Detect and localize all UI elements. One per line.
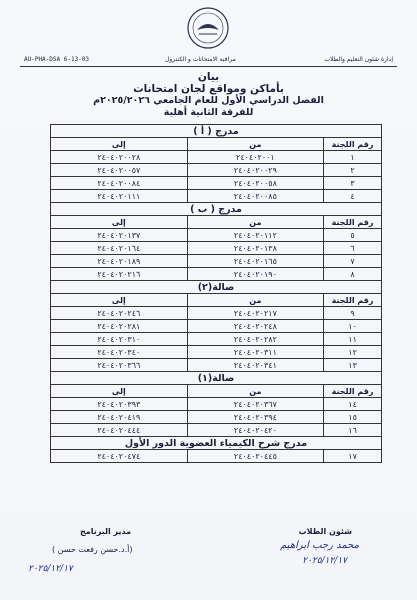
program-director-name: (أ.د.حسن رفعت حسن ) (52, 545, 133, 554)
cell-to: ٢٤٠٤٠٢٠١٣٧ (51, 229, 188, 242)
cell-to: ٢٤٠٤٠٢٠٢٤٦ (51, 307, 188, 320)
title-line-3: الفصل الدراسي الأول للعام الجامعي ٢٠٢٥/٢٠٢٦م (93, 95, 324, 106)
cell-to: ٢٤٠٤٠٢٠٣٩٣ (51, 398, 188, 411)
side-margin-stamp (2, 360, 12, 520)
table-row (51, 268, 382, 281)
column-header-from: من (187, 216, 324, 229)
table-row (51, 151, 382, 164)
cell-committee: ٤ (324, 190, 382, 203)
students-affairs-signature: محمد رجب ابراهيم (280, 540, 359, 551)
table-row (51, 424, 382, 437)
table-row (51, 411, 382, 424)
table-row (51, 333, 382, 346)
cell-to: ٢٤٠٤٠٢٠٠٥٧ (51, 164, 188, 177)
university-logo-icon (183, 6, 233, 50)
cell-from: ٢٤٠٤٠٢٠٠١ (187, 151, 324, 164)
cell-to: ٢٤٠٤٠٢٠٣١٠ (51, 333, 188, 346)
hall-row (51, 437, 382, 450)
cell-from: ٢٤٠٤٠٢٠١٩٠ (187, 268, 324, 281)
cell-committee: ١٠ (324, 320, 382, 333)
title-line-2: بأماكن ومواقع لجان امتحانات (133, 83, 284, 95)
column-header-from: من (187, 138, 324, 151)
hall-name: مدرج شرح الكيمياء العضوية الدور الأول (51, 437, 382, 450)
cell-committee: ١١ (324, 333, 382, 346)
cell-from: ٢٤٠٤٠٢٠٢٨٢ (187, 333, 324, 346)
cell-from: ٢٤٠٤٠٢٠٣٤١ (187, 359, 324, 372)
table-row (51, 255, 382, 268)
column-header-to: إلى (51, 138, 188, 151)
cell-to: ٢٤٠٤٠٢٠٢٨١ (51, 320, 188, 333)
cell-committee: ١٤ (324, 398, 382, 411)
column-header-committee: رقم اللجنة (324, 138, 382, 151)
cell-from: ٢٤٠٤٠٢٠١٦٥ (187, 255, 324, 268)
cell-to: ٢٤٠٤٠٢٠٣٤٠ (51, 346, 188, 359)
cell-to: ٢٤٠٤٠٢٠١٦٤ (51, 242, 188, 255)
cell-committee: ١٢ (324, 346, 382, 359)
cell-committee: ١٣ (324, 359, 382, 372)
table-row (51, 177, 382, 190)
table-row (51, 242, 382, 255)
cell-to: ٢٤٠٤٠٢٠٢١٦ (51, 268, 188, 281)
table-row (51, 346, 382, 359)
hall-row (51, 281, 382, 294)
column-header-from: من (187, 294, 324, 307)
cell-from: ٢٤٠٤٠٢٠٠٥٨ (187, 177, 324, 190)
cell-to: ٢٤٠٤٠٢٠٠٨٤ (51, 177, 188, 190)
cell-to: ٢٤٠٤٠٢٠٤٧٤ (51, 450, 188, 463)
column-header-committee: رقم اللجنة (324, 385, 382, 398)
cell-to: ٢٤٠٤٠٢٠٣٦٦ (51, 359, 188, 372)
document-code: AU-PHA-DSA 6-13-03 (24, 56, 90, 63)
column-header-row (51, 216, 382, 229)
program-director-title: مدير البرنامج (80, 527, 132, 536)
column-header-committee: رقم اللجنة (324, 216, 382, 229)
cell-committee: ١ (324, 151, 382, 164)
cell-committee: ٧ (324, 255, 382, 268)
students-affairs-title: شئون الطلاب (298, 527, 352, 536)
cell-from: ٢٤٠٤٠٢٠١١٢ (187, 229, 324, 242)
cell-committee: ٨ (324, 268, 382, 281)
table-row (51, 450, 382, 463)
cell-committee: ١٧ (324, 450, 382, 463)
table-row (51, 398, 382, 411)
cell-from: ٢٤٠٤٠٢٠٤٤٥ (187, 450, 324, 463)
table-row (51, 320, 382, 333)
cell-from: ٢٤٠٤٠٢٠٢١٧ (187, 307, 324, 320)
table-row (51, 359, 382, 372)
header-right-note: إدارة شئون التعليم والطلاب (324, 56, 393, 63)
cell-from: ٢٤٠٤٠٢٠٤٢٠ (187, 424, 324, 437)
title-line-1: بيان (197, 71, 220, 83)
cell-committee: ١٦ (324, 424, 382, 437)
column-header-to: إلى (51, 216, 188, 229)
column-header-from: من (187, 385, 324, 398)
cell-from: ٢٤٠٤٠٢٠٢٤٨ (187, 320, 324, 333)
cell-from: ٢٤٠٤٠٢٠٣١١ (187, 346, 324, 359)
hall-name: مدرج ( أ ) (51, 125, 382, 138)
column-header-to: إلى (51, 294, 188, 307)
cell-to: ٢٤٠٤٠٢٠٤٤٤ (51, 424, 188, 437)
table-row (51, 307, 382, 320)
cell-committee: ٩ (324, 307, 382, 320)
table-row (51, 190, 382, 203)
hall-name: صالة(١) (51, 372, 382, 385)
column-header-committee: رقم اللجنة (324, 294, 382, 307)
header-center-note: مراقبة الامتحانات و الكنترول (165, 56, 236, 63)
cell-committee: ٥ (324, 229, 382, 242)
cell-committee: ٦ (324, 242, 382, 255)
cell-to: ٢٤٠٤٠٢٠٤١٩ (51, 411, 188, 424)
cell-committee: ١٥ (324, 411, 382, 424)
cell-to: ٢٤٠٤٠٢٠١٨٩ (51, 255, 188, 268)
table-row (51, 229, 382, 242)
title-line-4: للفرقة الثانية أهلية (163, 107, 254, 118)
column-header-row (51, 385, 382, 398)
hall-row (51, 372, 382, 385)
hall-row (51, 125, 382, 138)
column-header-row (51, 294, 382, 307)
committees-table (50, 124, 382, 463)
table-row (51, 164, 382, 177)
hall-name: صالة(٢) (51, 281, 382, 294)
cell-committee: ٣ (324, 177, 382, 190)
cell-from: ٢٤٠٤٠٢٠٣٩٤ (187, 411, 324, 424)
column-header-to: إلى (51, 385, 188, 398)
students-affairs-date: ٢٠٢٥/١٢/١٧ (302, 556, 347, 566)
hall-name: مدرج ( ب ) (51, 203, 382, 216)
cell-from: ٢٤٠٤٠٢٠١٣٨ (187, 242, 324, 255)
cell-from: ٢٤٠٤٠٢٠٠٨٥ (187, 190, 324, 203)
program-director-date: ٢٠٢٥/١٢/١٧ (28, 564, 73, 574)
hall-row (51, 203, 382, 216)
cell-to: ٢٤٠٤٠٢٠٠٢٨ (51, 151, 188, 164)
header-divider (20, 66, 397, 67)
cell-from: ٢٤٠٤٠٢٠٣٦٧ (187, 398, 324, 411)
cell-from: ٢٤٠٤٠٢٠٠٢٩ (187, 164, 324, 177)
title-block (0, 71, 417, 119)
cell-committee: ٢ (324, 164, 382, 177)
column-header-row (51, 138, 382, 151)
cell-to: ٢٤٠٤٠٢٠١١١ (51, 190, 188, 203)
